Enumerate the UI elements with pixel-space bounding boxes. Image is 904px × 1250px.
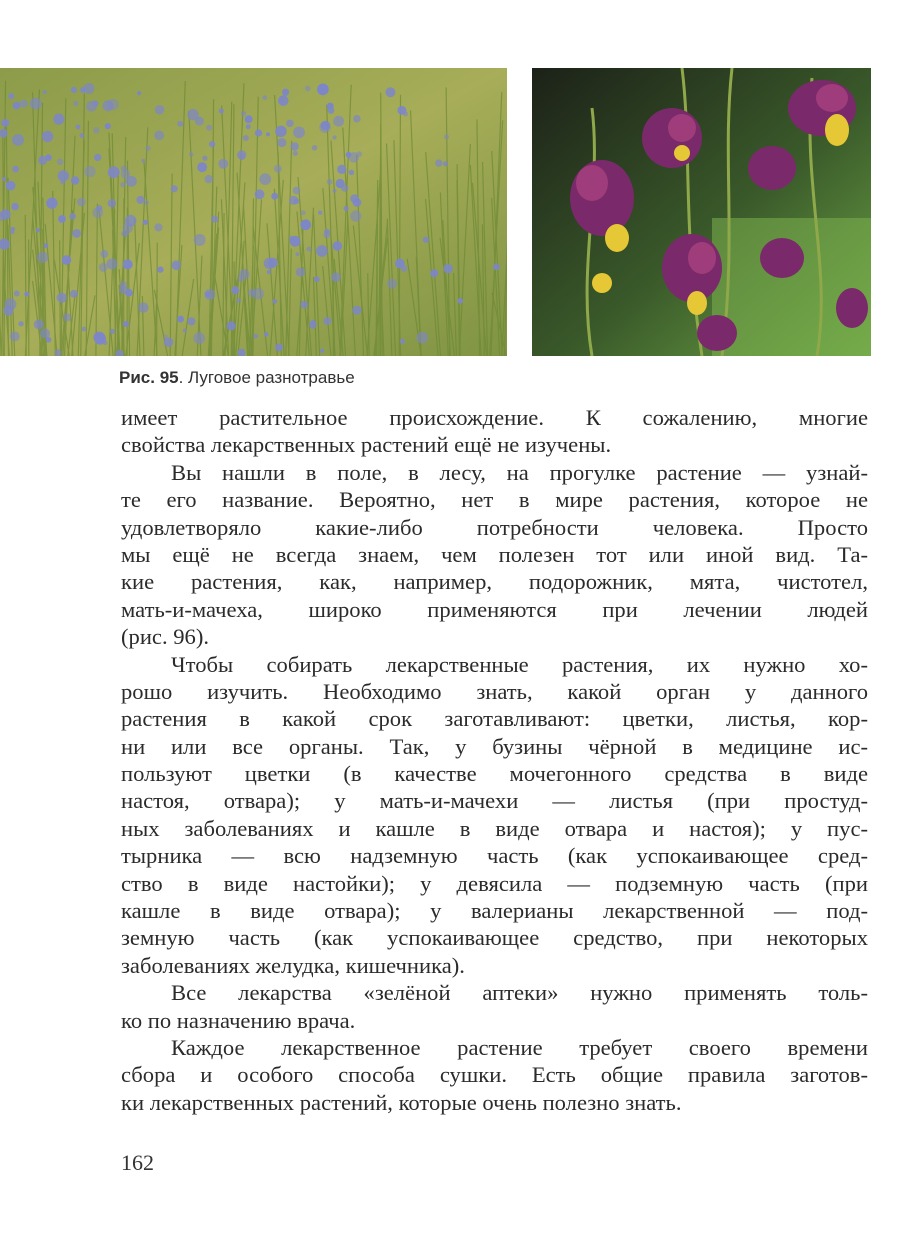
text-line: Вы нашли в поле, в лесу, на прогулке растение — узнай-	[171, 459, 868, 485]
text-line: ство в виде настойки); у девясила — подземную часть (при	[121, 870, 868, 896]
text-line: настоя, отвара); у мать-и-мачехи — листья (при простуд-	[121, 788, 868, 814]
text-line: свойства лекарственных растений ещё не изучены.	[121, 432, 612, 458]
figure-caption-text: . Луговое разнотравье	[178, 368, 355, 387]
text-line: сбора и особого способа сушки. Есть общие правила заготов-	[121, 1062, 868, 1088]
page-number: 162	[121, 1150, 154, 1175]
text-line: ки лекарственных растений, которые очень полезно знать.	[121, 1089, 682, 1115]
text-line: мы ещё не всегда знаем, чем полезен тот или иной вид. Та-	[121, 541, 868, 567]
paragraph	[121, 459, 868, 651]
paragraph	[121, 651, 868, 980]
text-line: пользуют цветки (в качестве мочегонного средства в виде	[121, 761, 868, 787]
text-line: кашле в виде отвара); у валерианы лекарственной — под-	[121, 898, 868, 924]
text-line: рошо изучить. Необходимо знать, какой орган у данного	[121, 678, 868, 704]
paragraph	[121, 979, 868, 1034]
text-line: те его название. Вероятно, нет в мире растения, которое не	[121, 487, 868, 513]
text-line: тырника — всю надземную часть (как успокаивающее сред-	[121, 843, 868, 869]
text-line: Чтобы собирать лекарственные растения, их нужно хо-	[171, 651, 868, 677]
text-line: ко по назначению врача.	[121, 1007, 356, 1033]
text-line: кие растения, как, например, подорожник, мята, чистотел,	[121, 569, 868, 595]
text-line: растения в какой срок заготавливают: цветки, листья, кор-	[121, 706, 868, 732]
paragraph	[121, 1034, 868, 1116]
purple-yellow-flowers-photo	[532, 68, 871, 356]
text-line: Все лекарства «зелёной аптеки» нужно применять толь-	[171, 980, 868, 1006]
figure-caption	[119, 368, 355, 388]
text-line: земную часть (как успокаивающее средство, при некоторых	[121, 925, 868, 951]
text-line: мать-и-мачеха, широко применяются при лечении людей	[121, 596, 868, 622]
meadow-flowers-photo	[0, 68, 507, 356]
text-line: заболеваниях желудка, кишечника).	[121, 952, 465, 978]
text-line: ни или все органы. Так, у бузины чёрной в медицине ис-	[121, 733, 868, 759]
text-line: (рис. 96).	[121, 624, 210, 650]
text-line: ных заболеваниях и кашле в виде отвара и настоя); у пус-	[121, 815, 868, 841]
text-line: имеет растительное происхождение. К сожалению, многие	[121, 405, 868, 430]
text-line: Каждое лекарственное растение требует своего времени	[171, 1034, 868, 1060]
paragraph	[121, 404, 868, 459]
body-text	[121, 404, 868, 1116]
text-line: удовлетворяло какие-либо потребности человека. Просто	[121, 514, 868, 540]
figure-label: Рис. 95	[119, 368, 179, 387]
